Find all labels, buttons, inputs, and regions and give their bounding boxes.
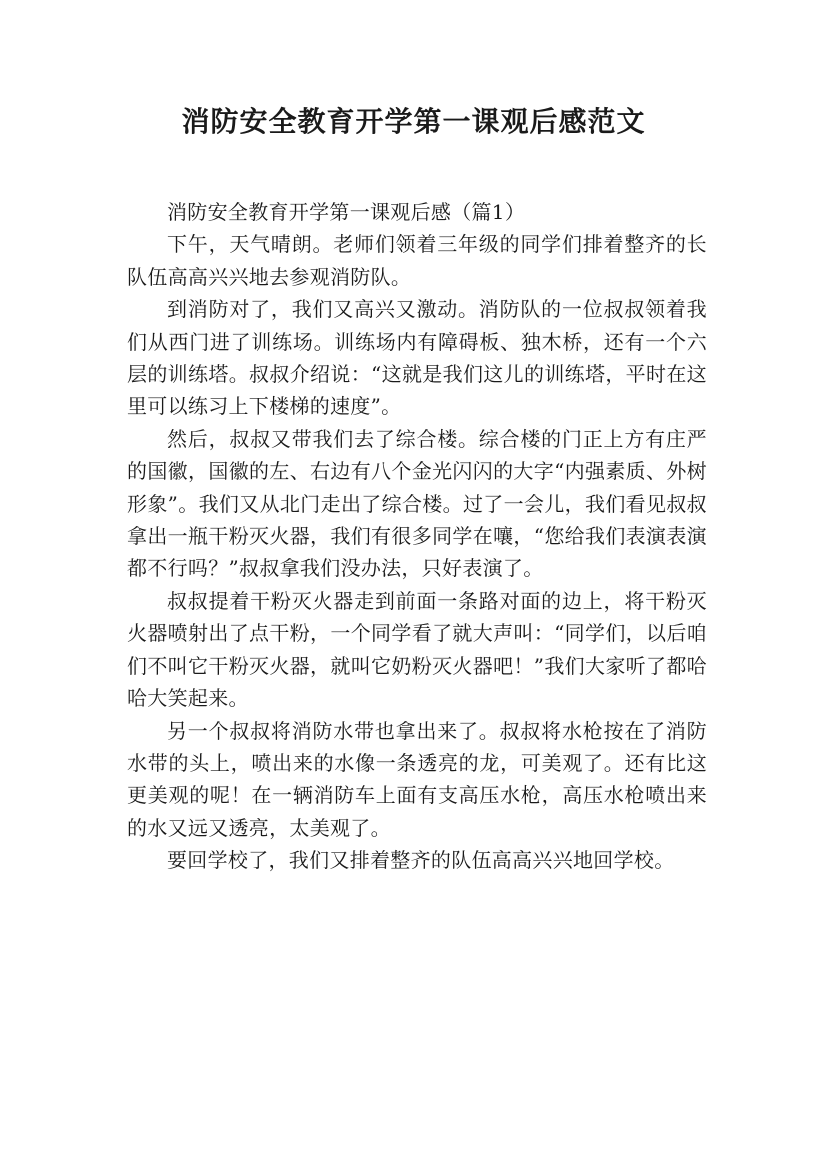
document-body <box>127 196 707 877</box>
paragraph: 然后，叔叔又带我们去了综合楼。综合楼的门正上方有庄严的国徽，国徽的左、右边有八个金光闪闪的大字“内强素质、外树形象”。我们又从北门走出了综合楼。过了一会儿，我们看见叔叔拿出一瓶干粉灭火器，我们有很多同学在嚷，“您给我们表演表演都不行吗？”叔叔拿我们没办法，只好表演了。 <box>127 426 707 581</box>
paragraph: 另一个叔叔将消防水带也拿出来了。叔叔将水枪按在了消防水带的头上，喷出来的水像一条透亮的龙，可美观了。还有比这更美观的呢！在一辆消防车上面有支高压水枪，高压水枪喷出来的水又远又透亮，太美观了。 <box>127 718 707 840</box>
document-title: 消防安全教育开学第一课观后感范文 <box>181 105 646 138</box>
paragraph: 到消防对了，我们又高兴又激动。消防队的一位叔叔领着我们从西门进了训练场。训练场内有障碍板、独木桥，还有一个六层的训练塔。叔叔介绍说：“这就是我们这儿的训练塔，平时在这里可以练习上下楼梯的速度”。 <box>127 297 707 419</box>
paragraph: 叔叔提着干粉灭火器走到前面一条路对面的边上，将干粉灭火器喷射出了点干粉，一个同学看了就大声叫：“同学们，以后咱们不叫它干粉灭火器，就叫它奶粉灭火器吧！”我们大家听了都哈哈大笑起来。 <box>127 588 707 711</box>
section-heading: 消防安全教育开学第一课观后感（篇1） <box>167 200 526 224</box>
paragraph: 下午，天气晴朗。老师们领着三年级的同学们排着整齐的长队伍高高兴兴地去参观消防队。 <box>127 232 707 289</box>
paragraph: 要回学校了，我们又排着整齐的队伍高高兴兴地回学校。 <box>167 848 675 873</box>
